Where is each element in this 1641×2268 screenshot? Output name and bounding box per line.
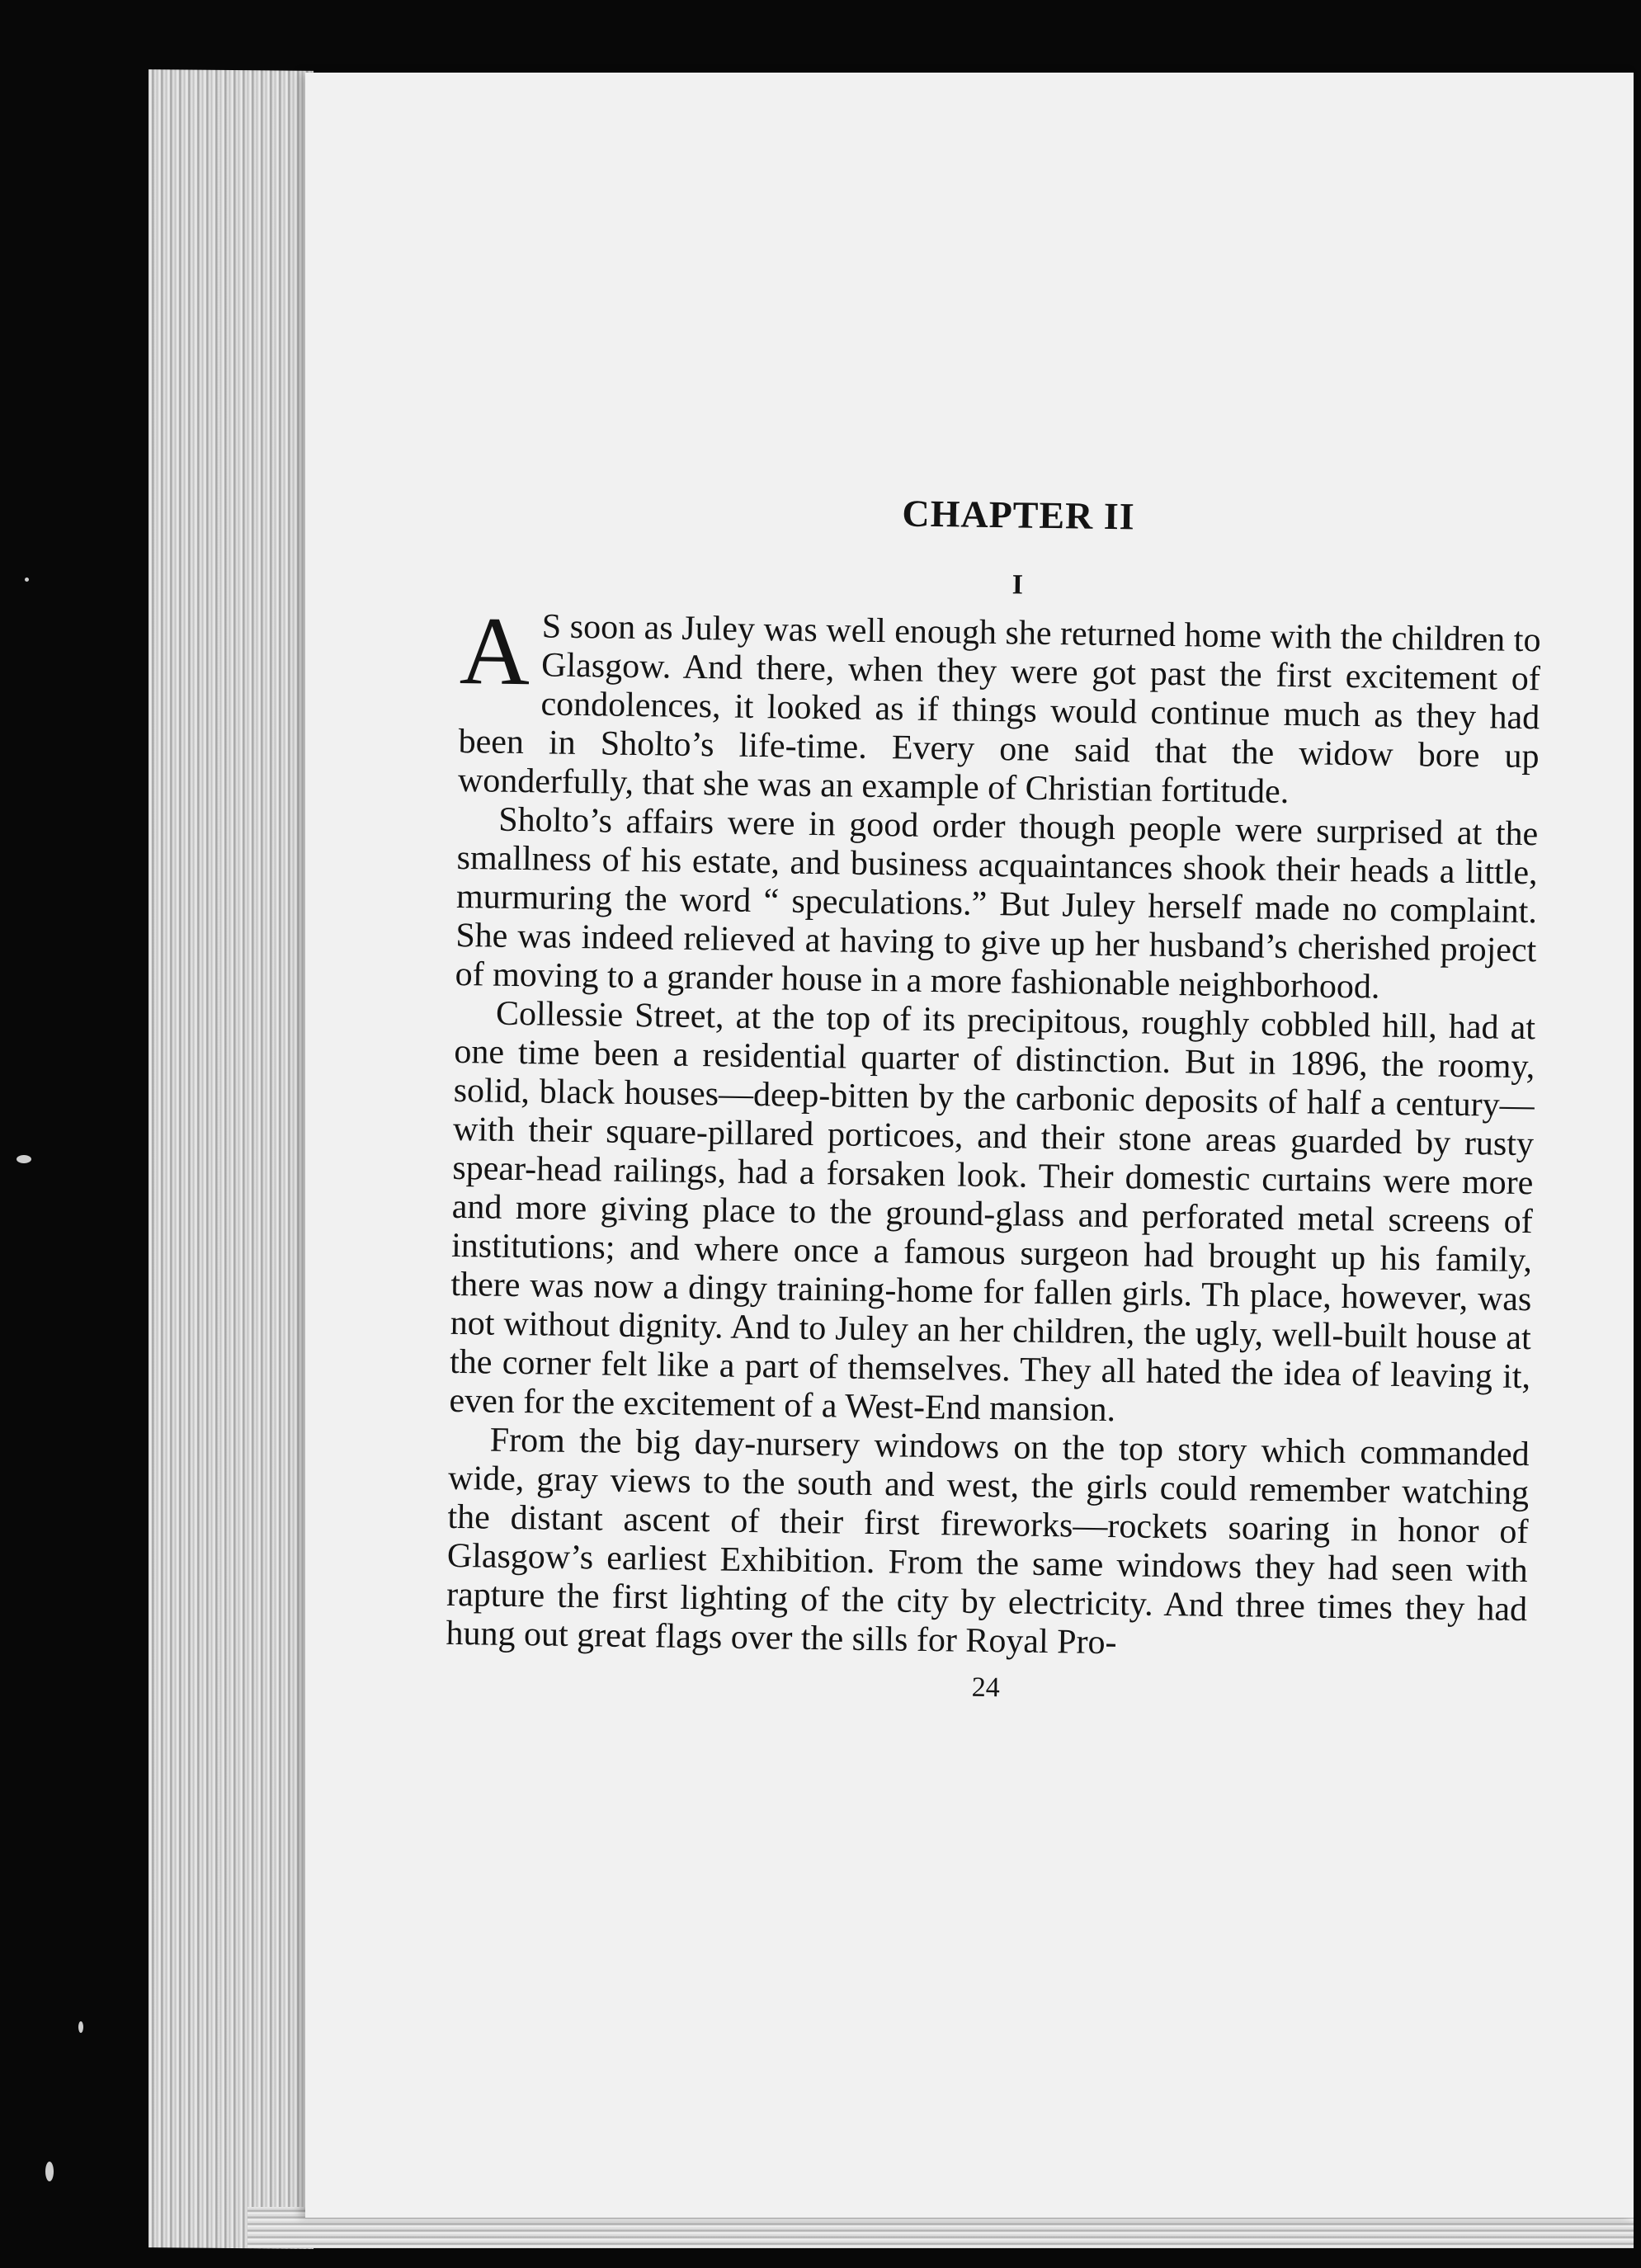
dust-speck [17,1155,31,1163]
paragraph [457,596,1541,815]
dust-speck [45,2162,54,2181]
book-page [305,73,1634,2218]
drop-cap: A [459,596,531,706]
paragraph: From the big day-nursery windows on the top story which commanded wide, gray views to the south and west, the girls could remember watching the distant ascent of their first fireworks—rockets soaring in honor of Glasgow’s earliest Exhibition. From the same windows they had seen with rapture the first lighting of the city by electricity. And three times they had hung out great flags over the sills for Royal Pro- [446,1421,1530,1662]
section-numeral: I [1011,569,1024,601]
dust-speck [78,2021,83,2033]
paragraph: Sholto’s affairs were in good order though people were surprised at the smallness of his estate, and business acquaintances shook their heads a little, murmuring the word “ speculations.” But Juley herself made no complaint. She was indeed relieved at having to give up her husband’s cherished project of moving to a grander house in a more fashionable neighborhood. [455,800,1539,1007]
paragraph-text: S soon as Juley was well enough she returned home with the children to Glasgow. And there, when they were got past the first excitement of condolences, it looked as if things would continue much as they had been in Sholto’s life-time. Every one said that the widow bore up wonderfully, that she was an example of Christian fortitude. [457,607,1541,812]
body-text [446,596,1541,1668]
paragraph: Collessie Street, at the top of its precipitous, roughly cobbled hill, had at one time been a residential quarter of distinction. But in 1896, the roomy, solid, black houses—deep-bitten by the carbonic deposits of half a century—with their square-pillared porticoes, and their stone areas guarded by rusty spear-head railings, had a forsaken look. Their domestic curtains were more and more giving place to the ground-glass and perforated metal screens of institutions; and where once a famous surgeon had brought up his family, there was now a dingy training-home for fallen girls. Th place, however, was not without dignity. And to Juley an her children, the ugly, well-built house at the corner felt like a part of themselves. They all hated the idea of leaving it, even for the excitement of a West-End mansion. [449,994,1536,1430]
page-text-block [446,485,1543,1711]
book-page-edges [149,69,314,2249]
page-number: 24 [971,1672,1000,1704]
chapter-heading: CHAPTER II [902,492,1136,538]
dust-speck [25,578,29,582]
